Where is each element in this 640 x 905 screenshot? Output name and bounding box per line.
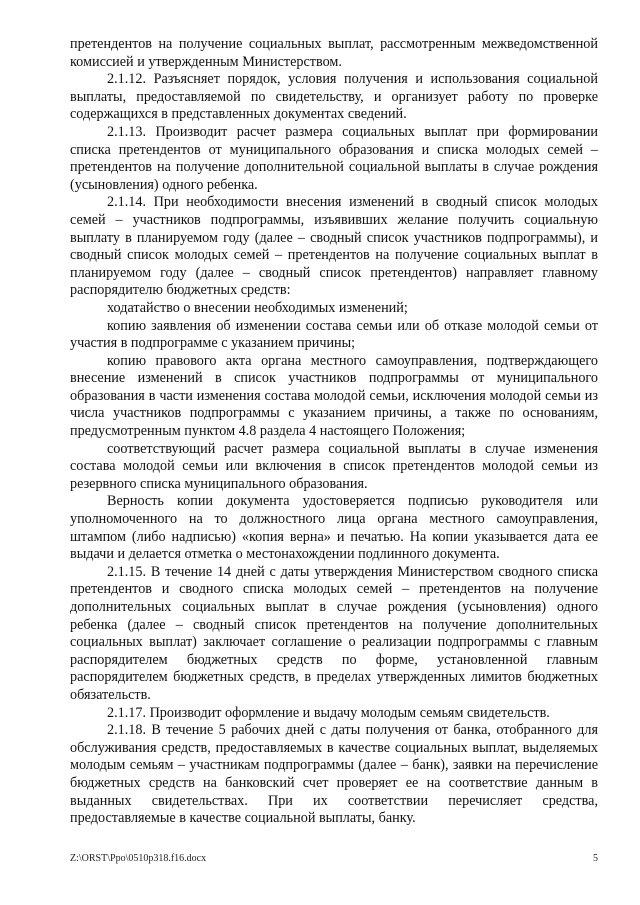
list-item-payment-calculation: соответствующий расчет размера социальной выплаты в случае изменения состава молодой семьи или включения в список претендентов молодой семьи из резервного списка муниципального образования. — [70, 440, 598, 492]
paragraph-2-1-14: 2.1.14. При необходимости внесения изменений в сводный список молодых семей – участников подпрограммы, изъявивших желание получить социальную выплату в планируемом году (далее – сводный список участников подпрограммы), и сводный список молодых семей – претендентов на получение социальных выплат в планируемом году (далее – сводный список претендентов) направляет главному распорядителю бюджетных средств: — [70, 194, 598, 299]
document-body — [70, 36, 598, 828]
page-number: 5 — [593, 853, 598, 864]
paragraph-2-1-12: 2.1.12. Разъясняет порядок, условия получения и использования социальной выплаты, предоставляемой по свидетельству, и организует работу по проверке содержащихся в представленных документах сведений. — [70, 71, 598, 123]
footer-file-path: Z:\ORST\Ppo\0510p318.f16.docx — [70, 853, 207, 864]
list-item-legal-act-copy: копию правового акта органа местного самоуправления, подтверждающего внесение изменений в список участников подпрограммы от муниципального образования в части изменения состава молодой семьи, исключения молодой семьи из числа участников подпрограммы с указанием причины, а также по основаниям, предусмотренным пунктом 4.8 раздела 4 настоящего Положения; — [70, 352, 598, 440]
list-item-petition: ходатайство о внесении необходимых изменений; — [107, 299, 408, 316]
paragraph-2-1-18: 2.1.18. В течение 5 рабочих дней с даты получения от банка, отобранного для обслуживания средств, предоставляемых в качестве социальных выплат, выделяемых молодым семьям – участникам подпрограммы (далее – банк), заявки на перечисление бюджетных средств на банковский счет проверяет ее на соответствие данным в выданных свидетельствах. При их соответствии перечисляет средства, предоставляемые в качестве социальной выплаты, банку. — [70, 722, 598, 827]
paragraph-2-1-17: 2.1.17. Производит оформление и выдачу молодым семьям свидетельств. — [107, 704, 550, 721]
paragraph-intro-continuation: претендентов на получение социальных выплат, рассмотренным межведомственной комиссией и утвержденным Министерством. — [70, 36, 598, 70]
paragraph-copy-verification: Верность копии документа удостоверяется подписью руководителя или уполномоченного на то должностного лица органа местного самоуправления, штампом (либо надписью) «копия верна» и печатью. На копии указывается дата ее выдачи и делается отметка о местонахождении подлинного документа. — [70, 493, 598, 563]
paragraph-2-1-15: 2.1.15. В течение 14 дней с даты утверждения Министерством сводного списка претендентов и сводного списка молодых семей – претендентов на получение дополнительных социальных выплат в случае рождения (усыновления) одного ребенка (далее – сводный список претендентов на получение дополнительных социальных выплат) заключает соглашение о реализации подпрограммы с главным распорядителем бюджетных средств по форме, установленной главным распорядителем бюджетных средств, в пределах утвержденных лимитов бюджетных обязательств. — [70, 563, 598, 703]
list-item-application-copy: копию заявления об изменении состава семьи или об отказе молодой семьи от участия в подпрограмме с указанием причины; — [70, 317, 598, 352]
paragraph-2-1-13: 2.1.13. Производит расчет размера социальных выплат при формировании списка претендентов от муниципального образования и списка молодых семей – претендентов на получение дополнительной социальной выплаты в случае рождения (усыновления) одного ребенка. — [70, 123, 598, 193]
